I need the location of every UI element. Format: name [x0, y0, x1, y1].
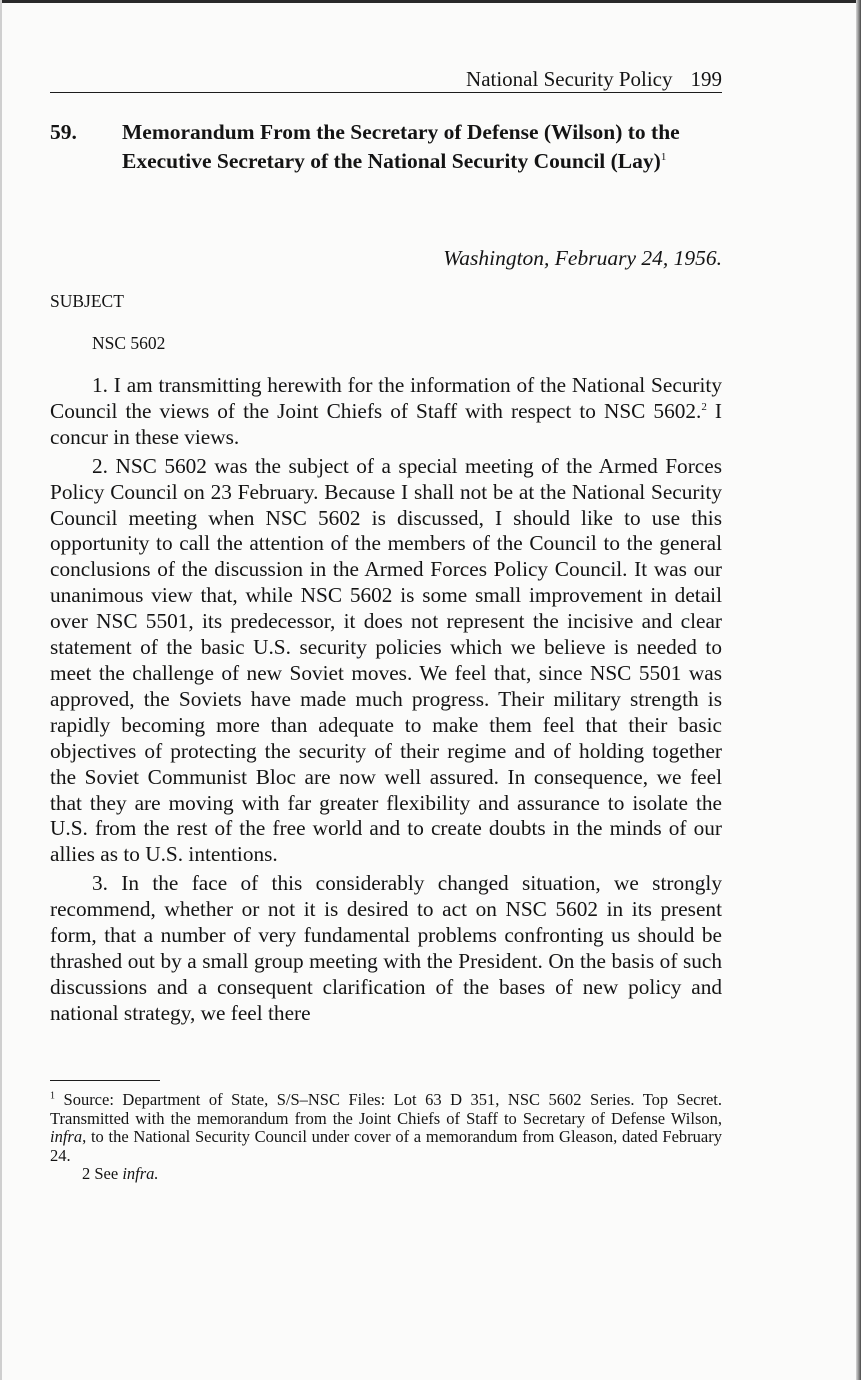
footnote-1-text-a: Source: Department of State, S/S–NSC Files: Lot 63 D 351, NSC 5602 Series. Top Secret. Transmitted with the memorandum from the Joint Chiefs of Staff to Secretary of Defense Wilson, — [50, 1090, 722, 1128]
footnote-2-ref[interactable]: 2 — [701, 400, 707, 413]
running-head — [50, 66, 722, 93]
paragraph-3: 3. In the face of this considerably changed situation, we strongly recommend, whether or not it is desired to act on NSC 5602 in its present form, that a number of very fundamental problems confronting us should be thrashed out by a small group meeting with the President. On the basis of such discussions and a consequent clarification of the bases of new policy and national strategy, we feel there — [50, 871, 722, 1025]
subject-heading: SUBJECT — [50, 291, 124, 311]
paragraph-1-tail: I concur in these views. — [50, 398, 722, 449]
page-top-edge — [0, 0, 861, 3]
paragraph-2: 2. NSC 5602 was the subject of a special meeting of the Armed Forces Policy Council on 23 February. Because I shall not be at the National Security Council meeting when NSC 5602 is discussed, I should like to use this opportunity to call the attention of the members of the Council to the general conclusions of the discussion in the Armed Forces Policy Council. It was our unanimous view that, while NSC 5602 is some small improvement in detail over NSC 5501, its predecessor, it does not represent the incisive and clear statement of the basic U.S. security policies which we believe is needed to meet the challenge of new Soviet moves. We feel that, since NSC 5501 was approved, the Soviets have made much progress. Their military strength is rapidly becoming more than adequate to make them feel that their basic objectives of protecting the security of their regime and of holding together the Soviet Communist Bloc are now well assured. In consequence, we feel that they are moving with far greater flexibility and assurance to isolate the U.S. from the rest of the free world and to create doubts in the minds of our allies as to U.S. intentions. — [50, 453, 722, 867]
document-title — [122, 118, 712, 175]
footnote-separator — [50, 1080, 160, 1081]
title-footnote-ref[interactable]: 1 — [660, 150, 667, 163]
memo-body — [50, 373, 722, 1030]
page-left-edge — [0, 0, 2, 1380]
running-head-section: National Security Policy — [466, 67, 673, 91]
footnote-2-text: See — [94, 1164, 123, 1184]
page-binding-edge — [856, 0, 861, 1380]
document-title-text: Memorandum From the Secretary of Defense (Wilson) to the Executive Secretary of the National Security Council (Lay) — [122, 120, 680, 173]
footnote-2-mark: 2 — [82, 1164, 91, 1184]
footnotes — [50, 1091, 722, 1184]
paragraph-1 — [50, 373, 722, 451]
footnote-1-mark: 1 — [50, 1090, 55, 1102]
footnote-2 — [50, 1165, 722, 1184]
page-number: 199 — [690, 67, 722, 91]
subject-value: NSC 5602 — [92, 333, 166, 353]
footnote-1-text-b: , to the National Security Council under cover of a memorandum from Gleason, dated February 24. — [50, 1127, 722, 1165]
dateline: Washington, February 24, 1956. — [443, 246, 722, 270]
footnote-1-infra-link[interactable]: infra — [50, 1127, 83, 1147]
paragraph-1-text: 1. I am transmitting herewith for the information of the National Security Council the views of the Joint Chiefs of Staff with respect to NSC 5602. — [50, 373, 722, 423]
footnote-2-infra-link[interactable]: infra. — [122, 1164, 159, 1184]
document-number: 59. — [50, 120, 77, 144]
footnote-1 — [50, 1091, 722, 1165]
